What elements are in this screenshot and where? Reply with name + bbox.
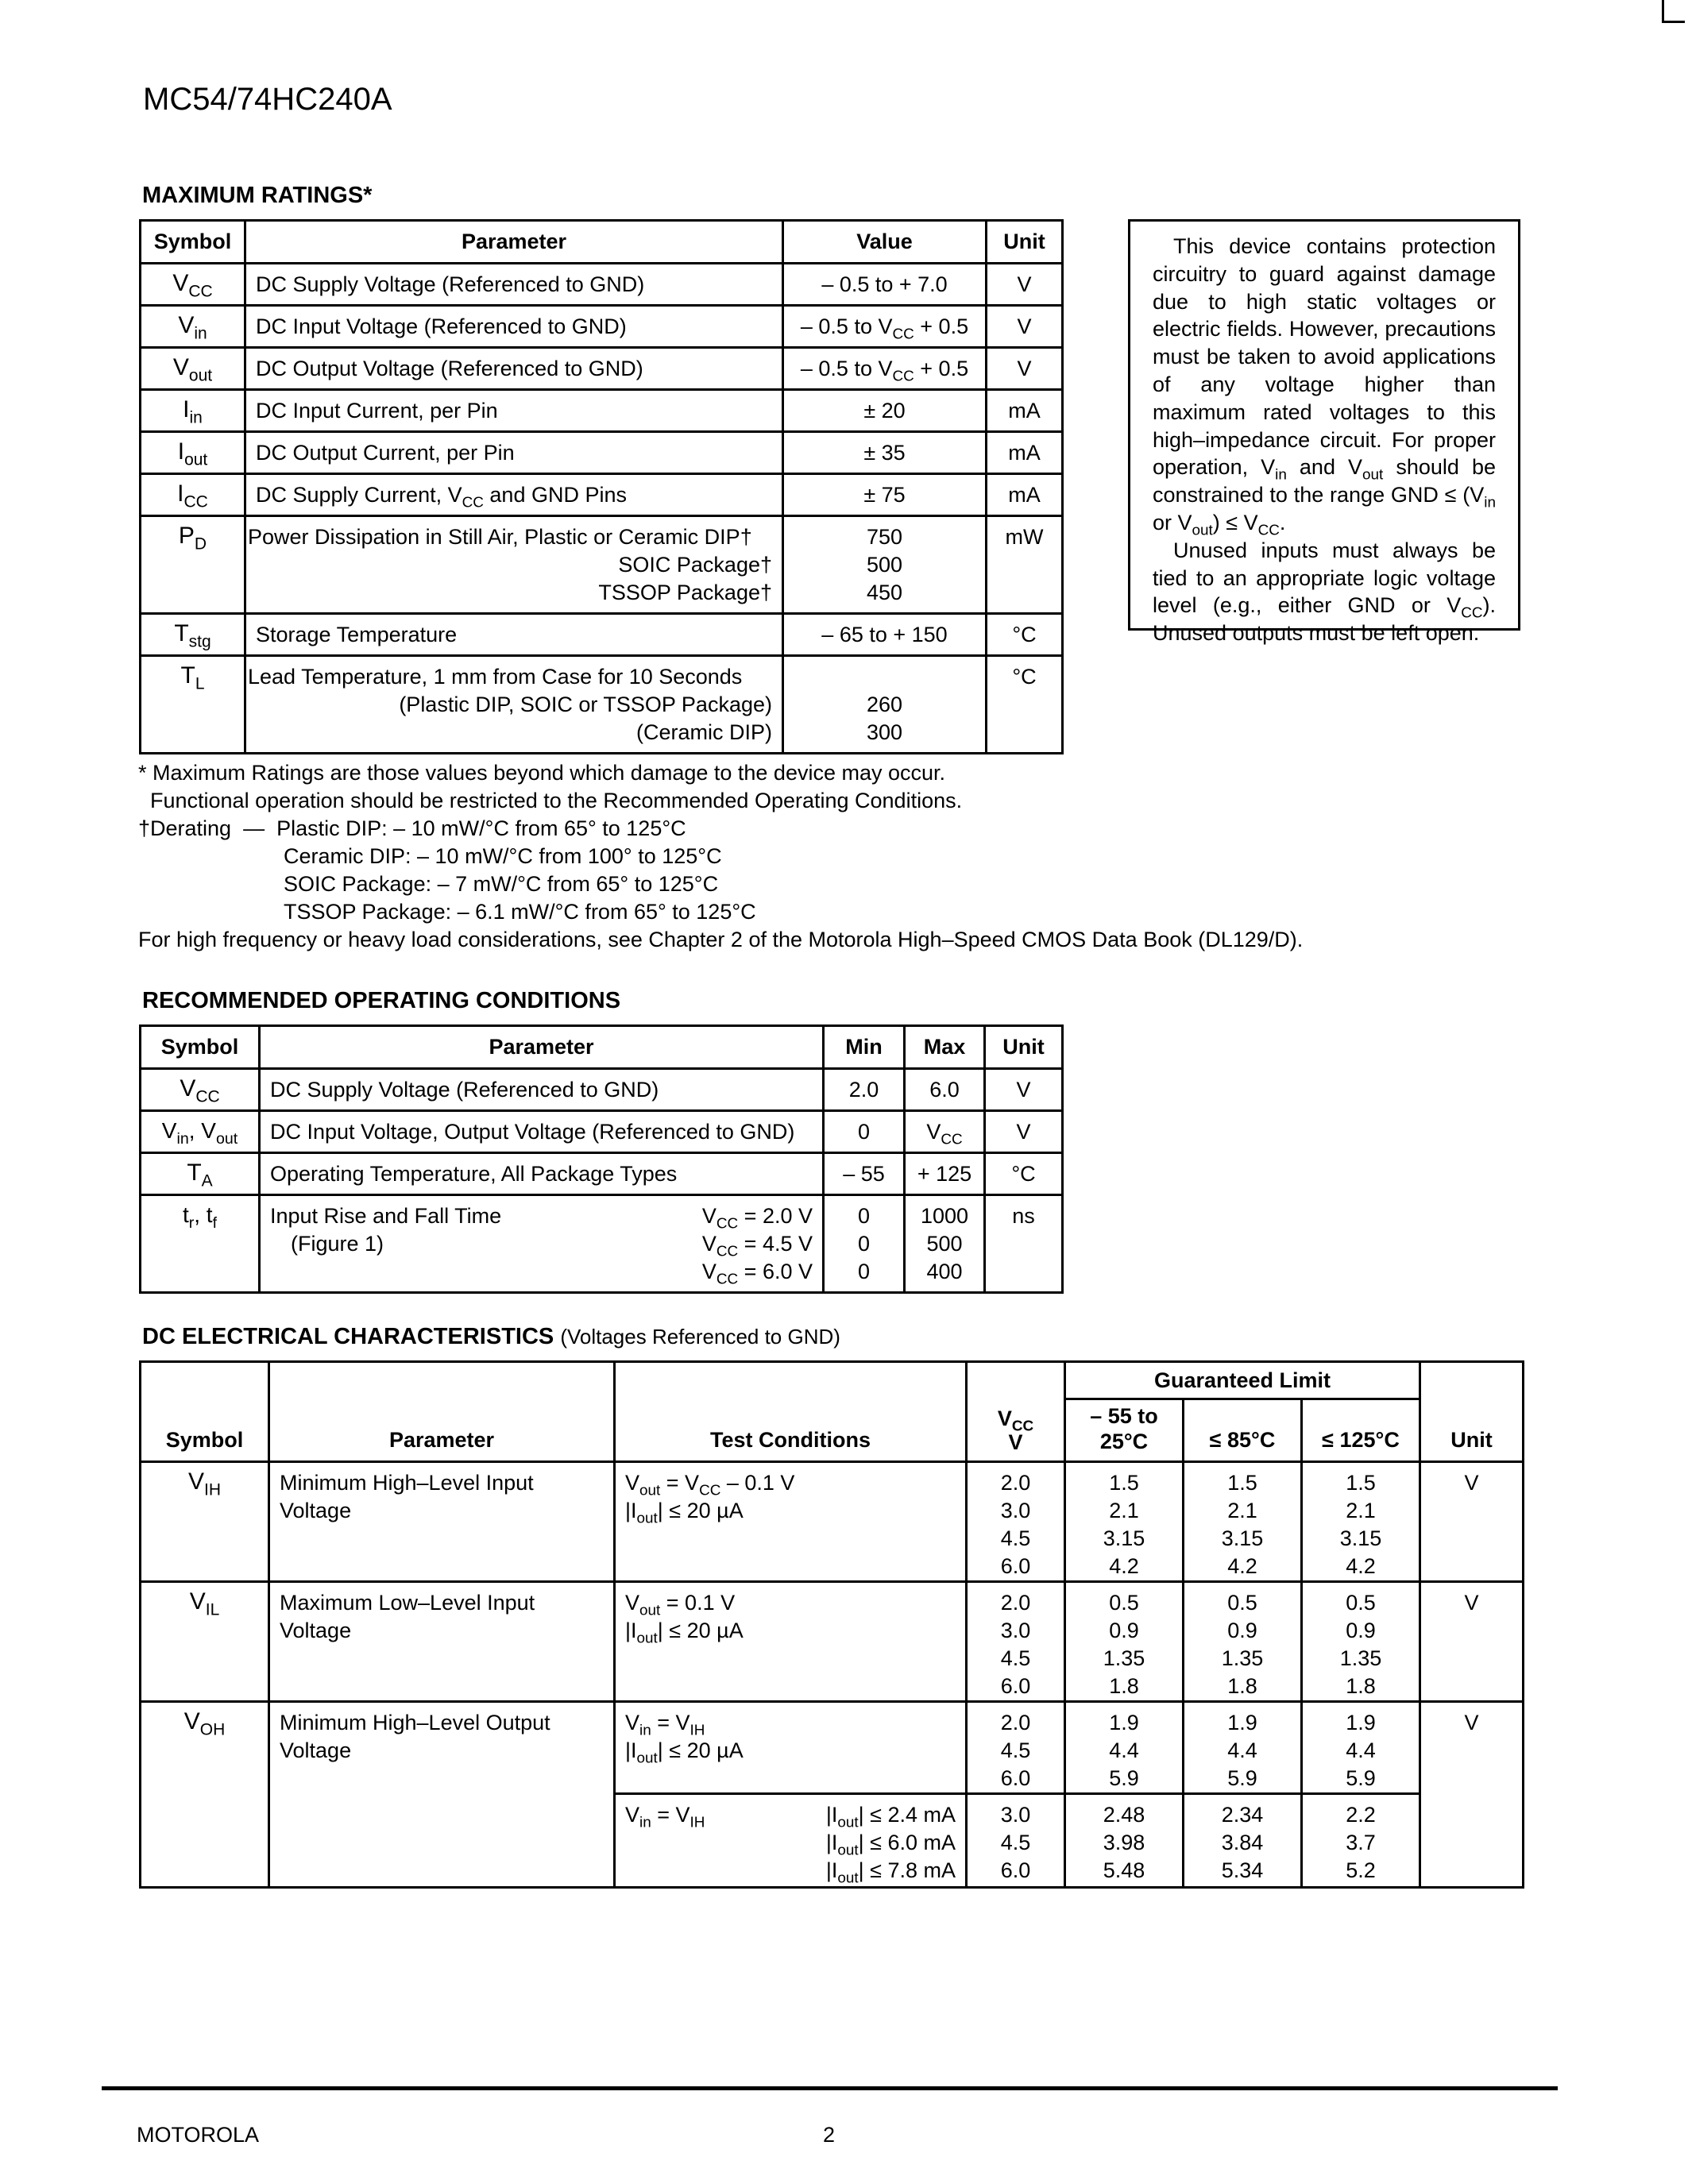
limit-125c-cell: 1.5 2.1 3.15 4.2 — [1302, 1462, 1420, 1582]
limit-85c-cell: 2.34 3.84 5.34 — [1184, 1794, 1302, 1888]
limit-25c-cell: 1.9 4.4 5.9 — [1065, 1702, 1184, 1794]
footnote-derating-ceramic: Ceramic DIP: – 10 mW/°C from 100° to 125°C — [284, 844, 722, 868]
value-cell: – 0.5 to $V_{CC} + 0.5$ — [783, 306, 987, 348]
vcc-cell: 3.0 4.5 6.0 — [967, 1794, 1065, 1888]
footnote-derating-tssop: TSSOP Package: – 6.1 mW/°C from 65° to 125°C — [284, 900, 756, 924]
max-line: 400 — [926, 1260, 963, 1283]
parameter-cell: DC Input Voltage, Output Voltage (Referenced to GND) — [260, 1111, 824, 1153]
test-condition-cell — [615, 1702, 967, 1794]
page-number: 2 — [823, 2123, 836, 2147]
max-cell — [905, 1195, 985, 1293]
max-ratings-table — [139, 219, 1064, 754]
symbol-cell: $V_{IH}$ — [141, 1462, 269, 1582]
unit-cell: V — [1420, 1582, 1524, 1702]
symbol-cell: $V_{IL}$ — [141, 1582, 269, 1702]
dc-char-heading-sub: (Voltages Referenced to GND) — [560, 1325, 840, 1349]
page-corner-mark — [1662, 0, 1685, 23]
min-cell: 2.0 — [824, 1069, 905, 1111]
table-row — [141, 1111, 1063, 1153]
parameter-cell: Operating Temperature, All Package Types — [260, 1153, 824, 1195]
unit-cell: °C — [987, 656, 1063, 754]
min-line: 0 — [857, 1204, 871, 1228]
limit-85c-cell: 0.5 0.9 1.35 1.8 — [1184, 1582, 1302, 1702]
limit-25c-cell: 0.5 0.9 1.35 1.8 — [1065, 1582, 1184, 1702]
unit-cell: V — [985, 1069, 1063, 1111]
parameter-cell: DC Output Voltage (Referenced to GND) — [245, 348, 783, 390]
value-line: 260 — [866, 693, 903, 716]
parameter-cell: DC Input Voltage (Referenced to GND) — [245, 306, 783, 348]
max-cell: + 125 — [905, 1153, 985, 1195]
test-condition-cell — [615, 1794, 967, 1888]
col-header-symbol: Symbol — [141, 221, 245, 264]
vcc-cell: 2.0 3.0 4.5 6.0 — [967, 1582, 1065, 1702]
footnote-derating-soic: SOIC Package: – 7 mW/°C from 65° to 125°C — [284, 872, 719, 896]
unit-cell: V — [987, 348, 1063, 390]
value-line: 300 — [866, 720, 903, 744]
test-condition-cell — [615, 1582, 967, 1702]
table-header-row — [141, 221, 1063, 264]
col-header-max: Max — [905, 1026, 985, 1069]
unused-inputs-paragraph: Unused inputs must always be tied to an appropriate logic voltage level (e.g., either GND or $V_{CC}$). Unused outputs must be left open. — [1153, 538, 1496, 646]
test-condition-cell — [615, 1462, 967, 1582]
footer-rule — [102, 2086, 1558, 2090]
value-cell: ± 75 — [783, 474, 987, 516]
unit-cell: ns — [985, 1195, 1063, 1293]
col-header-25c: – 55 to 25°C — [1065, 1399, 1184, 1462]
unit-cell: V — [985, 1111, 1063, 1153]
value-line: 500 — [866, 553, 903, 577]
symbol-cell: $V_{in}$ — [141, 306, 245, 348]
protection-paragraph: This device contains protection circuitry to guard against damage due to high static voltages or electric fields. However, precautions must be taken to avoid applications of any voltage higher than maximum rated voltages to this high–impedance circuit. For proper operation, $V_{in}$ and $V_{out}$ should be constrained to the range GND ≤ ($V_{in}$ or $V_{out}) \le V_{CC}$. — [1153, 234, 1496, 539]
parameter-cell: DC Input Current, per Pin — [245, 390, 783, 432]
symbol-cell: $V_{out}$ — [141, 348, 245, 390]
parameter-cell: Maximum Low–Level Input Voltage — [269, 1582, 615, 1702]
max-line: 500 — [926, 1232, 963, 1256]
condition-line: $V_{in} = V_{IH}$ — [625, 1803, 705, 1831]
condition-line: $|I_{out}| \le 7.8$ mA — [825, 1858, 956, 1887]
footnote-derating-plastic: †Derating — Plastic DIP: – 10 mW/°C from 65° to 125°C — [138, 816, 686, 840]
parameter-cell — [260, 1195, 824, 1293]
table-row — [141, 614, 1063, 656]
table-row — [141, 264, 1063, 306]
limit-85c-cell: 1.5 2.1 3.15 4.2 — [1184, 1462, 1302, 1582]
condition-line: $V_{CC} = 2.0$ V — [701, 1204, 813, 1233]
protection-note-box — [1128, 219, 1520, 646]
symbol-cell: $T_A$ — [141, 1153, 260, 1195]
parameter-line: Input Rise and Fall Time — [270, 1204, 502, 1228]
table-row — [141, 1195, 1063, 1293]
unit-cell: mA — [987, 390, 1063, 432]
col-header-unit: Unit — [987, 221, 1063, 264]
unit-cell: V — [987, 264, 1063, 306]
table-row — [141, 1462, 1524, 1582]
condition-line: $V_{out} = 0.1$ V — [625, 1591, 736, 1619]
table-row — [141, 1702, 1524, 1794]
col-header-symbol: Symbol — [141, 1362, 269, 1462]
footnote-functional-operation: Functional operation should be restricted to the Recommended Operating Conditions. — [138, 789, 963, 812]
col-header-parameter: Parameter — [245, 221, 783, 264]
unit-cell: V — [987, 306, 1063, 348]
footnote-max-ratings: * Maximum Ratings are those values beyond which damage to the device may occur. — [138, 761, 946, 785]
max-cell: $V_{CC}$ — [905, 1111, 985, 1153]
col-header-parameter: Parameter — [260, 1026, 824, 1069]
unit-cell: V — [1420, 1462, 1524, 1582]
footer-brand: MOTOROLA — [137, 2123, 260, 2147]
col-header-85c: ≤ 85°C — [1184, 1399, 1302, 1462]
max-ratings-heading: MAXIMUM RATINGS* — [142, 183, 373, 208]
table-row — [141, 432, 1063, 474]
limit-85c-cell: 1.9 4.4 5.9 — [1184, 1702, 1302, 1794]
col-header-guaranteed-limit: Guaranteed Limit — [1065, 1362, 1420, 1399]
condition-line: $|I_{out}| \le 2.4$ mA — [825, 1803, 956, 1831]
unit-cell: V — [1420, 1702, 1524, 1888]
value-cell: ± 35 — [783, 432, 987, 474]
col-header-unit: Unit — [1420, 1362, 1524, 1462]
vcc-cell: 2.0 3.0 4.5 6.0 — [967, 1462, 1065, 1582]
parameter-cell: DC Supply Current, $V_{CC}$ and GND Pins — [245, 474, 783, 516]
max-line: 1000 — [920, 1204, 969, 1228]
symbol-cell: $I_{CC}$ — [141, 474, 245, 516]
dc-char-heading: DC ELECTRICAL CHARACTERISTICS (Voltages Referenced to GND) — [142, 1324, 840, 1349]
symbol-cell: $V_{OH}$ — [141, 1702, 269, 1888]
limit-125c-cell: 2.2 3.7 5.2 — [1302, 1794, 1420, 1888]
col-header-test-conditions: Test Conditions — [615, 1362, 967, 1462]
condition-line: $V_{in} = V_{IH}$ — [625, 1711, 705, 1739]
document-title: MC54/74HC240A — [143, 82, 392, 117]
col-header-unit: Unit — [985, 1026, 1063, 1069]
condition-line: $V_{out} = V_{CC} - 0.1$ V — [625, 1471, 795, 1499]
condition-line: $|I_{out}| \le 20$ µA — [625, 1619, 744, 1647]
col-header-parameter: Parameter — [269, 1362, 615, 1462]
table-header-row — [141, 1362, 1524, 1399]
rec-op-heading: RECOMMENDED OPERATING CONDITIONS — [142, 988, 621, 1013]
col-header-symbol: Symbol — [141, 1026, 260, 1069]
col-header-value: Value — [783, 221, 987, 264]
min-cell: – 55 — [824, 1153, 905, 1195]
limit-125c-cell: 1.9 4.4 5.9 — [1302, 1702, 1420, 1794]
limit-25c-cell: 1.5 2.1 3.15 4.2 — [1065, 1462, 1184, 1582]
parameter-cell: Minimum High–Level Input Voltage — [269, 1462, 615, 1582]
value-cell: ± 20 — [783, 390, 987, 432]
col-header-vcc: $V_{CC}$ V — [967, 1362, 1065, 1462]
parameter-cell: DC Output Current, per Pin — [245, 432, 783, 474]
value-cell — [783, 516, 987, 614]
unit-cell: °C — [987, 614, 1063, 656]
unit-cell: °C — [985, 1153, 1063, 1195]
condition-line: $V_{CC} = 4.5$ V — [701, 1232, 813, 1260]
limit-125c-cell: 0.5 0.9 1.35 1.8 — [1302, 1582, 1420, 1702]
max-cell: 6.0 — [905, 1069, 985, 1111]
dc-char-table — [139, 1360, 1524, 1889]
table-row — [141, 474, 1063, 516]
footnote-high-frequency: For high frequency or heavy load considerations, see Chapter 2 of the Motorola High–Speed CMOS Data Book (DL129/D). — [138, 928, 1304, 951]
table-row — [141, 1153, 1063, 1195]
unit-cell: mA — [987, 432, 1063, 474]
unit-cell: mW — [987, 516, 1063, 614]
parameter-cell: DC Supply Voltage (Referenced to GND) — [245, 264, 783, 306]
vcc-cell: 2.0 4.5 6.0 — [967, 1702, 1065, 1794]
col-header-125c: ≤ 125°C — [1302, 1399, 1420, 1462]
value-line: 750 — [866, 525, 903, 549]
parameter-line: TSSOP Package† — [598, 581, 772, 604]
min-cell — [824, 1195, 905, 1293]
symbol-cell: $I_{in}$ — [141, 390, 245, 432]
parameter-line: Power Dissipation in Still Air, Plastic or Ceramic DIP† — [248, 525, 752, 549]
parameter-line: (Ceramic DIP) — [635, 720, 772, 744]
table-header-row — [141, 1026, 1063, 1069]
parameter-line: Lead Temperature, 1 mm from Case for 10 Seconds — [248, 665, 743, 689]
symbol-cell: $P_D$ — [141, 516, 245, 614]
parameter-line: SOIC Package† — [618, 553, 772, 577]
table-row — [141, 656, 1063, 754]
symbol-cell: $T_L$ — [141, 656, 245, 754]
table-row — [141, 348, 1063, 390]
parameter-cell — [245, 516, 783, 614]
table-row — [141, 1582, 1524, 1702]
symbol-cell: $I_{out}$ — [141, 432, 245, 474]
parameter-line: (Figure 1) — [291, 1232, 384, 1256]
value-cell: – 0.5 to $V_{CC} + 0.5$ — [783, 348, 987, 390]
table-row — [141, 306, 1063, 348]
parameter-line: (Plastic DIP, SOIC or TSSOP Package) — [399, 693, 772, 716]
col-header-min: Min — [824, 1026, 905, 1069]
parameter-cell — [245, 656, 783, 754]
table-row — [141, 516, 1063, 614]
unit-cell: mA — [987, 474, 1063, 516]
symbol-cell: $V_{CC}$ — [141, 264, 245, 306]
table-row — [141, 1069, 1063, 1111]
parameter-cell: Minimum High–Level Output Voltage — [269, 1702, 615, 1888]
parameter-cell: DC Supply Voltage (Referenced to GND) — [260, 1069, 824, 1111]
min-line: 0 — [857, 1232, 871, 1256]
symbol-cell: $V_{CC}$ — [141, 1069, 260, 1111]
symbol-cell: $t_r$, $t_f$ — [141, 1195, 260, 1293]
condition-line: $|I_{out}| \le 20$ µA — [625, 1499, 744, 1527]
rec-op-table — [139, 1024, 1064, 1294]
symbol-cell: $V_{in}$, $V_{out}$ — [141, 1111, 260, 1153]
value-line — [784, 663, 985, 691]
min-cell: 0 — [824, 1111, 905, 1153]
condition-line: $|I_{out}| \le 6.0$ mA — [825, 1831, 956, 1859]
value-cell: – 65 to + 150 — [783, 614, 987, 656]
value-line: 450 — [866, 581, 903, 604]
value-cell — [783, 656, 987, 754]
symbol-cell: $T_{stg}$ — [141, 614, 245, 656]
condition-line: $|I_{out}| \le 20$ µA — [625, 1738, 744, 1767]
min-line: 0 — [857, 1260, 871, 1283]
parameter-cell: Storage Temperature — [245, 614, 783, 656]
limit-25c-cell: 2.48 3.98 5.48 — [1065, 1794, 1184, 1888]
table-row — [141, 390, 1063, 432]
value-cell: – 0.5 to + 7.0 — [783, 264, 987, 306]
condition-line: $V_{CC} = 6.0$ V — [701, 1260, 813, 1288]
